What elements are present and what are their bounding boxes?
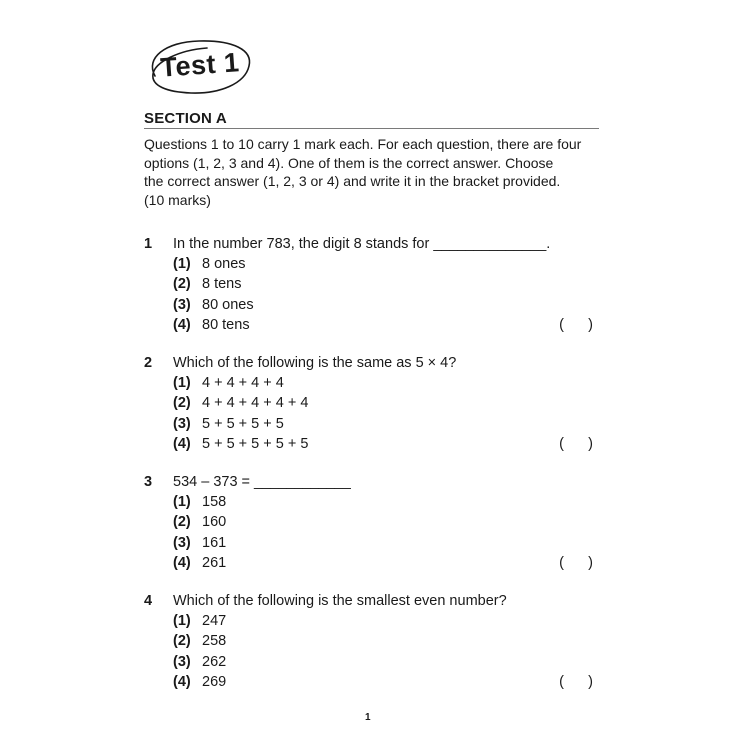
answer-bracket[interactable]: ( )	[559, 435, 593, 452]
option-item	[144, 393, 599, 413]
page-number: 1	[365, 712, 371, 723]
option-number: (1)	[173, 375, 191, 391]
option-text: 4 + 4 + 4 + 4 + 4	[202, 395, 309, 412]
option-item	[144, 533, 599, 553]
option-text: 5 + 5 + 5 + 5	[202, 415, 284, 432]
question-stem	[144, 591, 599, 611]
question-text: Which of the following is the smallest even number?	[173, 593, 507, 609]
option-text: 160	[202, 514, 227, 531]
section-instructions	[144, 135, 594, 209]
question-stem	[144, 234, 599, 254]
question-text: 534 – 373 = ____________	[173, 474, 351, 490]
option-number: (1)	[173, 256, 191, 272]
option-text: 261	[202, 554, 227, 571]
option-text: 161	[202, 534, 227, 551]
question-3	[144, 472, 599, 573]
option-item	[144, 553, 599, 573]
option-text: 8 ones	[202, 256, 246, 272]
option-number: (1)	[173, 613, 191, 629]
option-number: (3)	[173, 534, 191, 551]
option-text: 4 + 4 + 4 + 4	[202, 375, 284, 391]
option-number: (3)	[173, 296, 191, 313]
question-number: 4	[144, 593, 153, 609]
question-stem	[144, 353, 599, 373]
option-item	[144, 512, 599, 532]
question-number: 3	[144, 474, 153, 490]
question-number: 2	[144, 355, 153, 371]
test-title-badge	[143, 36, 255, 98]
option-item	[144, 492, 599, 512]
option-number: (2)	[173, 395, 191, 412]
option-item	[144, 652, 599, 672]
option-item	[144, 414, 599, 434]
option-item	[144, 295, 599, 315]
question-stem	[144, 472, 599, 492]
instruction-line: options (1, 2, 3 and 4). One of them is the correct answer. Choose	[144, 154, 554, 171]
option-item	[144, 611, 599, 631]
question-text: Which of the following is the same as 5 × 4?	[173, 355, 457, 371]
option-item	[144, 672, 599, 692]
test-title: Test 1	[159, 47, 241, 83]
option-item	[144, 434, 599, 454]
option-number: (3)	[173, 653, 191, 670]
option-number: (1)	[173, 494, 191, 510]
option-item	[144, 274, 599, 294]
option-item	[144, 315, 599, 335]
answer-bracket[interactable]: ( )	[559, 554, 593, 571]
instruction-line: the correct answer (1, 2, 3 or 4) and write it in the bracket provided.	[144, 173, 561, 189]
answer-bracket[interactable]: ( )	[559, 316, 593, 333]
option-text: 5 + 5 + 5 + 5 + 5	[202, 435, 309, 452]
question-text: In the number 783, the digit 8 stands for ______________.	[173, 236, 551, 252]
answer-bracket[interactable]: ( )	[559, 673, 593, 690]
option-number: (2)	[173, 276, 191, 293]
option-item	[144, 254, 599, 274]
instruction-line: Questions 1 to 10 carry 1 mark each. For each question, there are four	[144, 136, 582, 152]
section-title: SECTION A	[144, 110, 227, 127]
option-item	[144, 373, 599, 393]
question-1	[144, 234, 599, 335]
option-text: 269	[202, 673, 227, 690]
option-text: 8 tens	[202, 276, 242, 293]
option-text: 80 ones	[202, 296, 254, 313]
question-number: 1	[144, 236, 153, 252]
option-number: (4)	[173, 316, 191, 333]
option-text: 247	[202, 613, 227, 629]
option-number: (2)	[173, 633, 191, 650]
question-2	[144, 353, 599, 454]
option-number: (4)	[173, 554, 191, 571]
section-divider	[144, 128, 599, 129]
option-text: 258	[202, 633, 227, 650]
option-number: (3)	[173, 415, 191, 432]
option-text: 158	[202, 494, 227, 510]
option-text: 80 tens	[202, 316, 250, 333]
option-number: (4)	[173, 435, 191, 452]
option-number: (4)	[173, 673, 191, 690]
instruction-line: (10 marks)	[144, 191, 211, 208]
option-text: 262	[202, 653, 227, 670]
option-item	[144, 631, 599, 651]
question-4	[144, 591, 599, 692]
option-number: (2)	[173, 514, 191, 531]
